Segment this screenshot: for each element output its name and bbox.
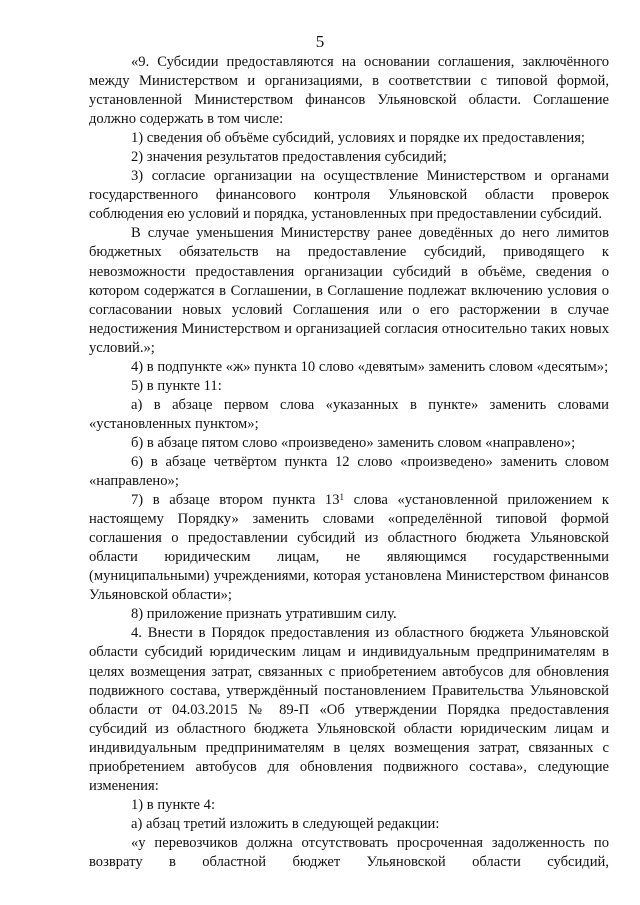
list-item-2: 2) значения результатов предоставления субсидий; xyxy=(131,149,447,166)
list-item-1: 1) сведения об объёме субсидий, условиях и порядке их предоставления; xyxy=(131,130,585,147)
section-4: 4. Внести в Порядок предоставления из областного бюджета Ульяновской области субсидий юридическим лицам и индивидуальным предпринимателям в целях возмещения затрат, связанных с приобретением автобусов для обновления подвижного состава, утверждённый постановлением Правительства Ульяновской области от 04.03.2015 № 89-П «Об утверждении Порядка предоставления субсидий из областного бюджета Ульяновской области юридическим лицам и индивидуальным предпринимателям в целях возмещения затрат, связанных с приобретением автобусов для обновления подвижного состава», следующие изменения: xyxy=(89,625,609,794)
amendment-5b: б) в абзаце пятом слово «произведено» заменить словом «направлено»; xyxy=(131,434,576,451)
section-4-item-1a: а) абзац третий изложить в следующей редакции: xyxy=(131,815,440,832)
amendment-8: 8) приложение признать утратившим силу. xyxy=(131,606,397,623)
list-item-3: 3) согласие организации на осуществление Министерством и органами государственного финансового контроля Ульяновской области проверок соблюдения ею условий и порядка, установленных при предоставлении субсидий. xyxy=(89,168,609,223)
new-wording-paragraph: «у перевозчиков должна отсутствовать просроченная задолженность по возврату в областной бюджет Ульяновской области субсидий, xyxy=(89,834,609,870)
paragraph-budget-reduction: В случае уменьшения Министерству ранее доведённых до него лимитов бюджетных обязательств на предоставление субсидий, приводящего к невозможности предоставления организации субсидий в объёме, сведения о котором содержатся в Соглашении, в Соглашение подлежат включению условия о согласовании новых условий Соглашения или о его расторжении в случае недостижения Министерством и организацией согласия относительно таких новых условий.»; xyxy=(89,225,609,356)
section-4-item-1: 1) в пункте 4: xyxy=(131,796,216,813)
superscript: 1 xyxy=(339,492,345,503)
amendment-7-start: 7) в абзаце втором пункта 13 xyxy=(131,492,340,509)
amendment-7-rest: слова «установленной приложением к настоящему Порядку» заменить словами «определённой типовой формой соглашения о предоставлении субсидий из областного бюджета Ульяновской области юридическим лицам, не являющимся государственными (муниципальными) учреждениями, которая установлена Министерством финансов Ульяновской области»; xyxy=(89,492,609,604)
page-number: 5 xyxy=(315,32,325,51)
amendment-4: 4) в подпункте «ж» пункта 10 слово «девятым» заменить словом «десятым»; xyxy=(131,358,609,375)
amendment-5: 5) в пункте 11: xyxy=(131,377,222,394)
amendment-7 xyxy=(89,491,609,605)
amendment-6: 6) в абзаце четвёртом пункта 12 слово «произведено» заменить словом «направлено»; xyxy=(89,453,609,490)
amendment-5a: а) в абзаце первом слова «указанных в пункте» заменить словами «установленных пунктом»; xyxy=(89,396,609,432)
document-body xyxy=(89,53,609,872)
paragraph-clause-9: «9. Субсидии предоставляются на основании соглашения, заключённого между Министерством и организациями, в соответствии с типовой формой, установленной Министерством финансов Ульяновской области. Соглашение должно содержать в том числе: xyxy=(89,54,609,128)
